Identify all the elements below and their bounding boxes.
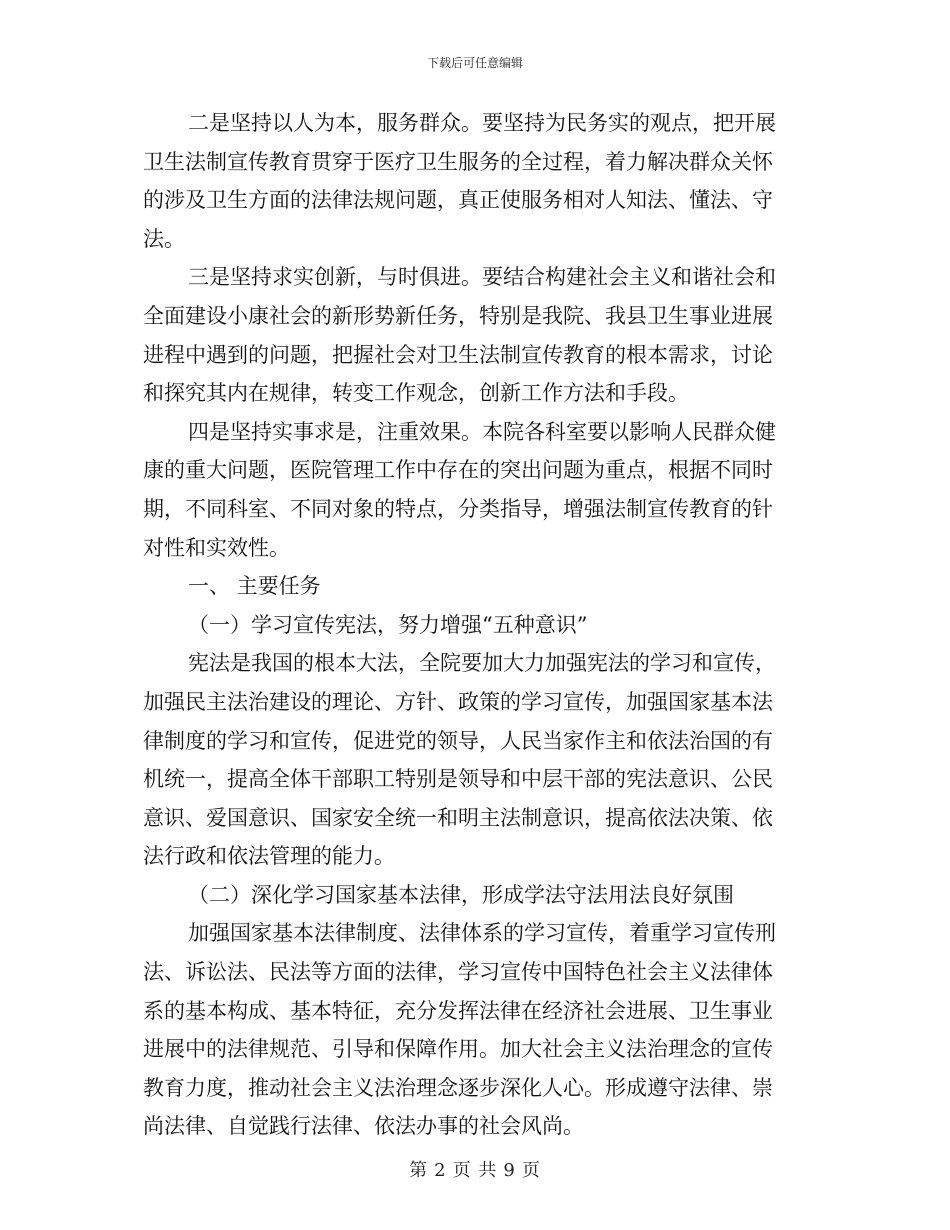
text-line: 意识、爱国意识、国家安全统一和明主法制意识，提高依法决策、依 bbox=[143, 805, 773, 830]
footer-mid: 页 共 bbox=[452, 1160, 498, 1181]
text-line: 法。 bbox=[143, 226, 185, 251]
text-line: 系的基本构成、基本特征，充分发挥法律在经济社会进展、卫生事业 bbox=[143, 998, 773, 1023]
page-header-note: 下载后可任意编辑 bbox=[426, 56, 523, 70]
text-line: 三是坚持求实创新，与时俱进。要结合构建社会主义和谐社会和 bbox=[188, 265, 776, 290]
text-line: 一、 主要任务 bbox=[188, 574, 321, 599]
text-line: 全面建设小康社会的新形势新任务，特别是我院、我县卫生事业进展 bbox=[143, 303, 773, 328]
text-line: 进展中的法律规范、引导和保障作用。加大社会主义法治理念的宣传 bbox=[143, 1037, 773, 1062]
text-line: 四是坚持实事求是，注重效果。本院各科室要以影响人民群众健 bbox=[188, 419, 776, 444]
text-line: 尚法律、自觉践行法律、依法办事的社会风尚。 bbox=[143, 1114, 584, 1139]
text-line: 二是坚持以人为本，服务群众。要坚持为民务实的观点，把开展 bbox=[188, 111, 776, 135]
text-line: （一）学习宣传宪法，努力增强“五种意识” bbox=[188, 612, 588, 637]
text-line: 康的重大问题，医院管理工作中存在的突出问题为重点，根据不同时 bbox=[143, 458, 773, 483]
text-line: 卫生法制宣传教育贯穿于医疗卫生服务的全过程，着力解决群众关怀 bbox=[143, 149, 773, 174]
text-line: 律制度的学习和宣传，促进党的领导，人民当家作主和依法治国的有 bbox=[143, 728, 773, 753]
footer-total-pages: 9 bbox=[503, 1160, 516, 1181]
footer-suffix: 页 bbox=[521, 1160, 541, 1181]
text-line: 法行政和依法管理的能力。 bbox=[143, 844, 395, 869]
text-line: 加强国家基本法律制度、法律体系的学习宣传，着重学习宣传刑 bbox=[188, 921, 776, 946]
text-line: 对性和实效性。 bbox=[143, 535, 290, 560]
text-line: 和探究其内在规律，转变工作观念，创新工作方法和手段。 bbox=[143, 381, 689, 406]
document-body bbox=[143, 104, 795, 1146]
text-line: 宪法是我国的根本大法，全院要加大力加强宪法的学习和宣传， bbox=[188, 651, 776, 676]
text-line: 加强民主法治建设的理论、方针、政策的学习宣传，加强国家基本法 bbox=[143, 689, 773, 714]
text-line: （二）深化学习国家基本法律，形成学法守法用法良好氛围 bbox=[188, 882, 734, 907]
footer-page-number: 2 bbox=[434, 1160, 447, 1181]
text-line: 机统一，提高全体干部职工特别是领导和中层干部的宪法意识、公民 bbox=[143, 767, 773, 792]
footer-prefix: 第 bbox=[409, 1160, 429, 1181]
page-footer bbox=[0, 1156, 950, 1182]
text-line: 期，不同科室、不同对象的特点，分类指导，增强法制宣传教育的针 bbox=[143, 496, 773, 521]
text-line: 教育力度，推动社会主义法治理念逐步深化人心。形成遵守法律、崇 bbox=[143, 1075, 773, 1100]
text-line: 的涉及卫生方面的法律法规问题，真正使服务相对人知法、懂法、守 bbox=[143, 188, 773, 213]
text-line: 进程中遇到的问题，把握社会对卫生法制宣传教育的根本需求，讨论 bbox=[143, 342, 773, 367]
text-line: 法、诉讼法、民法等方面的法律，学习宣传中国特色社会主义法律体 bbox=[143, 960, 773, 985]
